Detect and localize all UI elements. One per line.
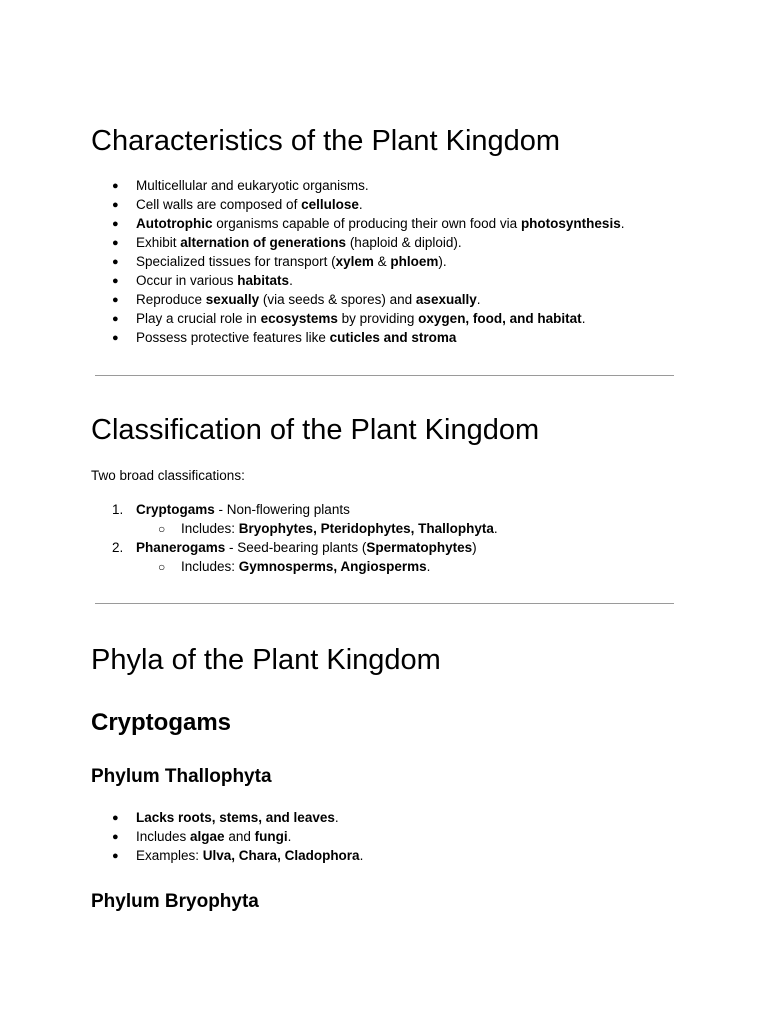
bold-text: Bryophytes, Pteridophytes, Thallophyta [238,521,494,536]
heading-thallophyta: Phylum Thallophyta [91,766,272,787]
bullet-icon: ● [112,275,119,287]
heading-characteristics: Characteristics of the Plant Kingdom [91,125,561,157]
bold-text: Ulva, Chara, Cladophora [202,848,360,863]
text-segment: . [493,521,498,536]
bold-text: fungi [254,829,288,844]
text-segment: (via seeds & spores) and [259,292,416,307]
bold-text: phloem [390,254,439,269]
bullet-icon: ● [112,313,119,325]
bold-text: algae [190,829,225,844]
text-segment: . [426,559,431,574]
bold-text: photosynthesis [520,216,621,231]
list-item [136,196,363,214]
text-segment: Includes: [181,521,239,536]
list-item [136,253,447,271]
text-segment: . [287,829,292,844]
list-item [136,310,585,328]
divider [95,375,674,376]
bold-text: oxygen, food, and habitat [418,311,582,326]
text-segment: . [476,292,481,307]
bold-text: cellulose [301,197,359,212]
text-segment: Occur in various [136,273,238,288]
list-item [136,847,363,865]
text-segment: Reproduce [136,292,206,307]
list-item [136,234,462,252]
bold-text: ecosystems [260,311,338,326]
text-segment: Includes [136,829,191,844]
list-item [136,291,480,309]
bold-text: Cryptogams [136,502,215,517]
text-segment: - Seed-bearing plants ( [225,540,367,555]
text-segment: organisms capable of producing their own food via [212,216,521,231]
list-item [136,809,339,827]
list-item [136,501,350,519]
bold-text: Phanerogams [136,540,226,555]
list-item [136,177,369,195]
text-segment: . [289,273,293,288]
bold-text: Lacks roots, stems, and leaves [136,810,335,825]
bullet-icon: ● [112,332,119,344]
text-segment: ). [438,254,447,269]
bold-text: cuticles and stroma [329,330,457,345]
divider [95,603,674,604]
bold-text: alternation of generations [180,235,347,250]
bullet-icon: ● [112,256,119,268]
bold-text: Spermatophytes [366,540,473,555]
text-segment: Examples: [136,848,203,863]
list-item [136,329,456,347]
bold-text: Gymnosperms, Angiosperms [238,559,427,574]
heading-phyla: Phyla of the Plant Kingdom [91,644,441,676]
text-segment: Specialized tissues for transport ( [136,254,336,269]
text-segment: Possess protective features like [136,330,330,345]
text-segment: ) [472,540,477,555]
bullet-icon: ● [112,237,119,249]
sub-list-item [181,520,498,538]
text-segment: . [359,848,364,863]
bold-text: sexually [205,292,260,307]
list-item [136,272,293,290]
sub-bullet-icon: ○ [158,522,166,536]
text-segment: . [358,197,363,212]
bold-text: Autotrophic [136,216,213,231]
classification-intro: Two broad classifications: [91,468,245,483]
bullet-icon: ● [112,218,119,230]
text-segment: Exhibit [136,235,181,250]
heading-classification: Classification of the Plant Kingdom [91,414,540,446]
text-segment: Multicellular and eukaryotic organisms. [136,178,369,193]
text-segment: . [581,311,586,326]
text-segment: Play a crucial role in [136,311,261,326]
bullet-icon: ● [112,180,119,192]
list-item [136,828,291,846]
bullet-icon: ● [112,850,119,862]
text-segment: & [373,254,391,269]
list-item [136,539,477,557]
text-segment: Includes: [181,559,239,574]
heading-cryptogams: Cryptogams [91,709,232,736]
sub-bullet-icon: ○ [158,560,166,574]
text-segment: . [620,216,625,231]
list-item [136,215,624,233]
bullet-icon: ● [112,199,119,211]
heading-bryophyta: Phylum Bryophyta [91,891,259,912]
text-segment: - Non-flowering plants [214,502,350,517]
list-number: 1. [112,502,124,517]
text-segment: . [334,810,339,825]
text-segment: by providing [337,311,419,326]
bullet-icon: ● [112,294,119,306]
sub-list-item [181,558,430,576]
bold-text: xylem [335,254,374,269]
bullet-icon: ● [112,831,119,843]
bold-text: habitats [237,273,290,288]
text-segment: (haploid & diploid). [346,235,462,250]
text-segment: Cell walls are composed of [136,197,302,212]
text-segment: and [224,829,255,844]
bullet-icon: ● [112,812,119,824]
list-number: 2. [112,540,124,555]
bold-text: asexually [415,292,477,307]
